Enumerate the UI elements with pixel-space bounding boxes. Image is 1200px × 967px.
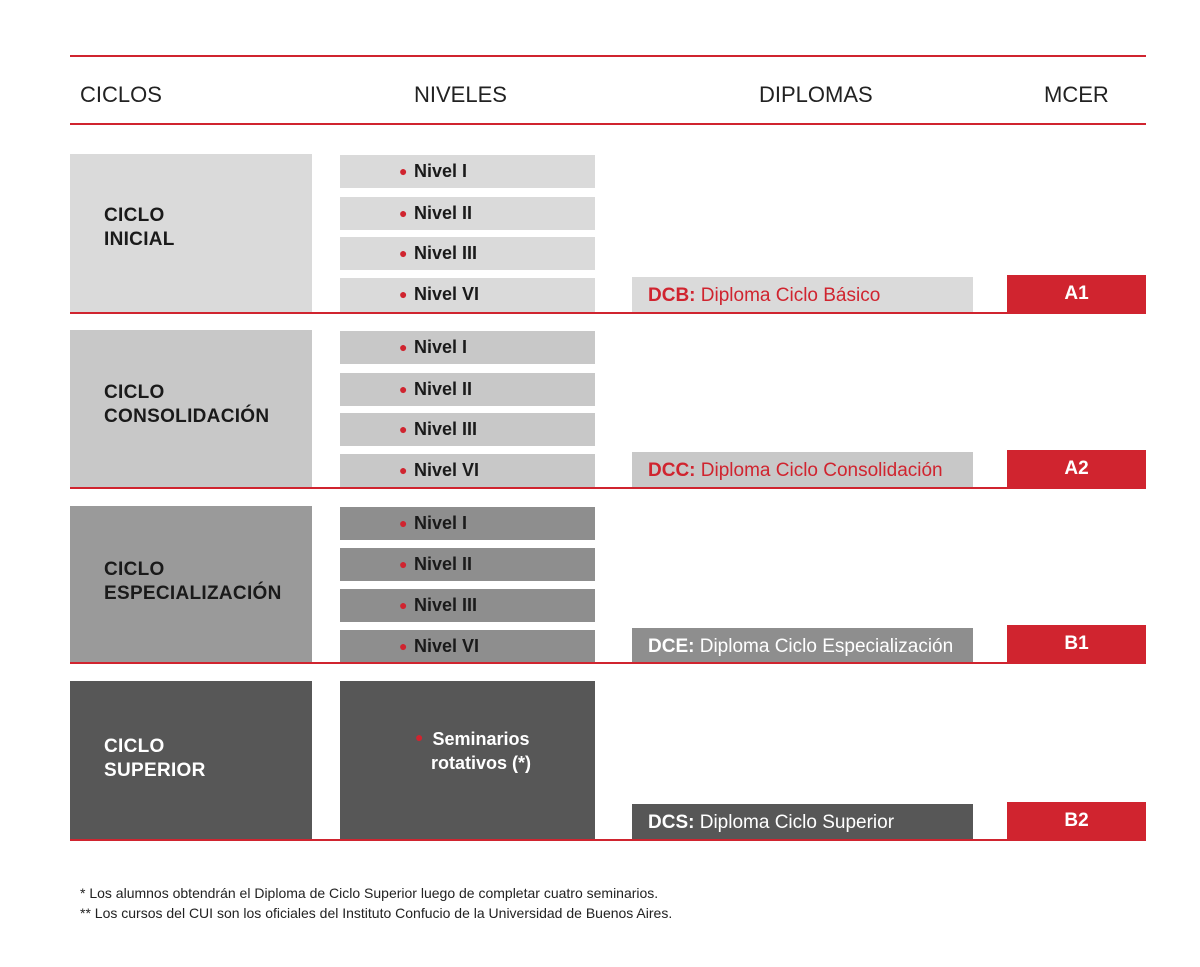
bullet-icon: ●	[399, 421, 408, 437]
footnote-1: * Los alumnos obtendrán el Diploma de Ciclo Superior luego de completar cuatro seminarios.	[80, 885, 659, 901]
diploma-name: Diploma Ciclo Superior	[699, 812, 895, 833]
cycle-label-especializacion	[104, 558, 282, 606]
level-label: Nivel I	[414, 337, 468, 357]
diploma-name: Diploma Ciclo Consolidación	[700, 460, 943, 481]
cycle-label-line2: SUPERIOR	[104, 760, 206, 781]
diploma-code: DCE:	[648, 636, 695, 657]
cycle-label-line2: ESPECIALIZACIÓN	[104, 583, 282, 604]
cycle-label-line2: INICIAL	[104, 229, 175, 250]
mcer-badge-a2: A2	[1007, 450, 1146, 488]
seminar-label	[431, 727, 531, 775]
diploma-dcb	[632, 277, 973, 313]
header-top-rule	[70, 55, 1146, 57]
header-diplomas: DIPLOMAS	[759, 82, 873, 107]
footnote-2: ** Los cursos del CUI son los oficiales del Instituto Confucio de la Universidad de Buenos Aires.	[80, 905, 673, 921]
bullet-icon: ●	[415, 729, 424, 745]
bullet-icon: ●	[399, 286, 408, 302]
bullet-icon: ●	[399, 205, 408, 221]
header-niveles: NIVELES	[414, 82, 507, 107]
level-row	[340, 331, 595, 364]
level-label: Nivel III	[414, 595, 478, 615]
level-row	[340, 197, 595, 230]
cycle-divider	[70, 312, 1146, 314]
level-row	[340, 507, 595, 540]
level-label: Nivel II	[414, 203, 473, 223]
mcer-badge-b1: B1	[1007, 625, 1146, 663]
diploma-name: Diploma Ciclo Básico	[700, 285, 881, 306]
level-label: Nivel III	[414, 243, 478, 263]
cycle-label-line2: CONSOLIDACIÓN	[104, 406, 270, 427]
cycle-divider	[70, 662, 1146, 664]
cycle-label-consolidacion	[104, 381, 269, 429]
level-label: Nivel II	[414, 554, 473, 574]
cycle-label-line1: CICLO	[104, 736, 165, 757]
diploma-dce	[632, 628, 973, 664]
level-row	[340, 630, 595, 663]
cycle-box-consolidacion	[70, 330, 312, 487]
cycle-box-superior	[70, 681, 312, 839]
diploma-code: DCC:	[648, 460, 696, 481]
bullet-icon: ●	[399, 597, 408, 613]
level-label: Nivel VI	[414, 284, 480, 304]
level-row	[340, 589, 595, 622]
level-label: Nivel II	[414, 379, 473, 399]
seminar-box	[340, 681, 595, 839]
bullet-icon: ●	[399, 381, 408, 397]
seminar-line2: rotativos (*)	[431, 753, 532, 773]
bullet-icon: ●	[399, 515, 408, 531]
diploma-dcs	[632, 804, 973, 840]
level-label: Nivel I	[414, 161, 468, 181]
diploma-code: DCB:	[648, 285, 696, 306]
diploma-dcc	[632, 452, 973, 488]
cycle-divider	[70, 839, 1146, 841]
seminar-line1: Seminarios	[432, 729, 530, 749]
cycle-box-inicial	[70, 154, 312, 312]
level-row	[340, 548, 595, 581]
header-bottom-rule	[70, 123, 1146, 125]
level-row	[340, 155, 595, 188]
bullet-icon: ●	[399, 163, 408, 179]
diploma-name: Diploma Ciclo Especialización	[699, 636, 954, 657]
cycle-divider	[70, 487, 1146, 489]
level-row	[340, 454, 595, 487]
level-row	[340, 373, 595, 406]
level-row	[340, 278, 595, 312]
level-label: Nivel VI	[414, 636, 480, 656]
cycle-label-line1: CICLO	[104, 205, 165, 226]
bullet-icon: ●	[399, 556, 408, 572]
diploma-code: DCS:	[648, 812, 695, 833]
mcer-badge-b2: B2	[1007, 802, 1146, 840]
cycle-label-superior	[104, 735, 206, 783]
mcer-badge-a1: A1	[1007, 275, 1146, 313]
bullet-icon: ●	[399, 245, 408, 261]
bullet-icon: ●	[399, 339, 408, 355]
level-label: Nivel VI	[414, 460, 480, 480]
bullet-icon: ●	[399, 638, 408, 654]
cycle-box-especializacion	[70, 506, 312, 663]
level-label: Nivel I	[414, 513, 468, 533]
cycle-label-inicial	[104, 204, 175, 252]
level-row	[340, 237, 595, 270]
bullet-icon: ●	[399, 462, 408, 478]
cycle-label-line1: CICLO	[104, 559, 165, 580]
header-ciclos: CICLOS	[80, 82, 162, 107]
cycle-label-line1: CICLO	[104, 382, 165, 403]
header-mcer: MCER	[1044, 82, 1109, 107]
level-label: Nivel III	[414, 419, 478, 439]
level-row	[340, 413, 595, 446]
